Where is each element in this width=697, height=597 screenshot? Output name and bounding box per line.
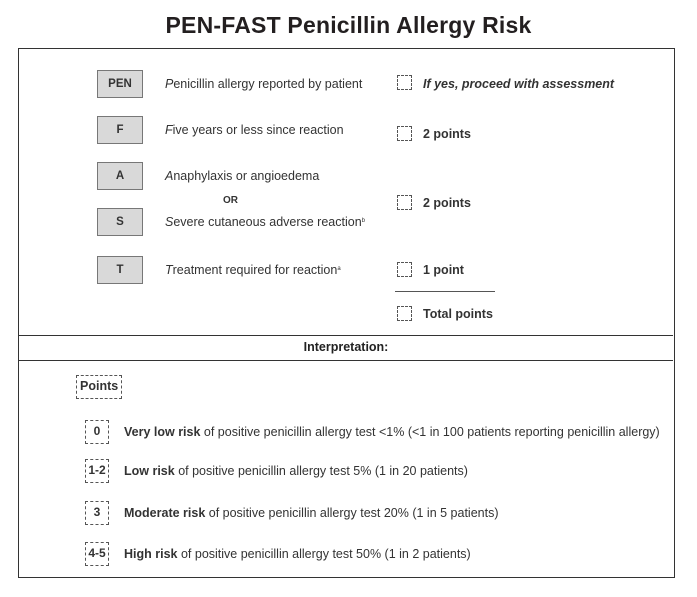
risk-level: Low risk (124, 464, 175, 478)
assessment-form (18, 48, 675, 578)
criterion-text: naphylaxis or angioedema (173, 169, 320, 183)
letter-box-s: S (97, 208, 143, 236)
score-pen: If yes, proceed with assessment (423, 77, 615, 91)
criterion-f (165, 123, 344, 137)
score-a-s: 2 points (423, 196, 471, 210)
criterion-a (165, 169, 319, 183)
points-box-3: 3 (85, 501, 109, 525)
criterion-text: enicillin allergy reported by patient (173, 77, 363, 91)
points-box-1-2: 1-2 (85, 459, 109, 483)
risk-row-very-low (124, 425, 660, 439)
letter-box-t: T (97, 256, 143, 284)
risk-row-low (124, 464, 468, 478)
criterion-initial: P (165, 77, 174, 91)
page-title: PEN-FAST Penicillin Allergy Risk (165, 12, 532, 38)
checkbox-total[interactable] (397, 306, 412, 321)
letter-box-a: A (97, 162, 143, 190)
criterion-pen (165, 77, 362, 91)
points-header: Points (76, 375, 122, 399)
criterion-initial: A (165, 169, 174, 183)
risk-level: Moderate risk (124, 506, 206, 520)
checkbox-f[interactable] (397, 126, 412, 141)
criterion-text: evere cutaneous adverse reaction (173, 215, 362, 229)
interpretation-header: Interpretation: (19, 335, 673, 361)
total-divider (395, 291, 495, 292)
score-t: 1 point (423, 263, 464, 277)
total-points-label: Total points (423, 307, 493, 321)
criterion-initial: T (165, 263, 173, 277)
score-f: 2 points (423, 127, 471, 141)
footnote-marker: a (337, 266, 341, 272)
risk-row-high (124, 547, 471, 561)
criterion-t (165, 263, 341, 277)
risk-detail: of positive penicillin allergy test 20% (1 in 5 patients) (205, 506, 499, 520)
risk-row-moderate (124, 506, 499, 520)
points-box-4-5: 4-5 (85, 542, 109, 566)
or-label: OR (223, 195, 238, 206)
letter-box-f: F (97, 116, 143, 144)
criterion-initial: S (165, 215, 174, 229)
criterion-text: ive years or less since reaction (172, 123, 344, 137)
criterion-text: reatment required for reaction (172, 263, 338, 277)
letter-box-pen: PEN (97, 70, 143, 98)
points-box-0: 0 (85, 420, 109, 444)
risk-detail: of positive penicillin allergy test <1% (<1 in 100 patients reporting penicillin allergy) (200, 425, 660, 439)
checkbox-pen[interactable] (397, 75, 412, 90)
risk-level: Very low risk (124, 425, 201, 439)
checkbox-t[interactable] (397, 262, 412, 277)
criterion-s (165, 215, 365, 229)
risk-level: High risk (124, 547, 178, 561)
risk-detail: of positive penicillin allergy test 50% (1 in 2 patients) (177, 547, 471, 561)
criterion-initial: F (165, 123, 173, 137)
risk-detail: of positive penicillin allergy test 5% (1 in 20 patients) (174, 464, 468, 478)
footnote-marker: b (361, 218, 365, 224)
checkbox-a-s[interactable] (397, 195, 412, 210)
